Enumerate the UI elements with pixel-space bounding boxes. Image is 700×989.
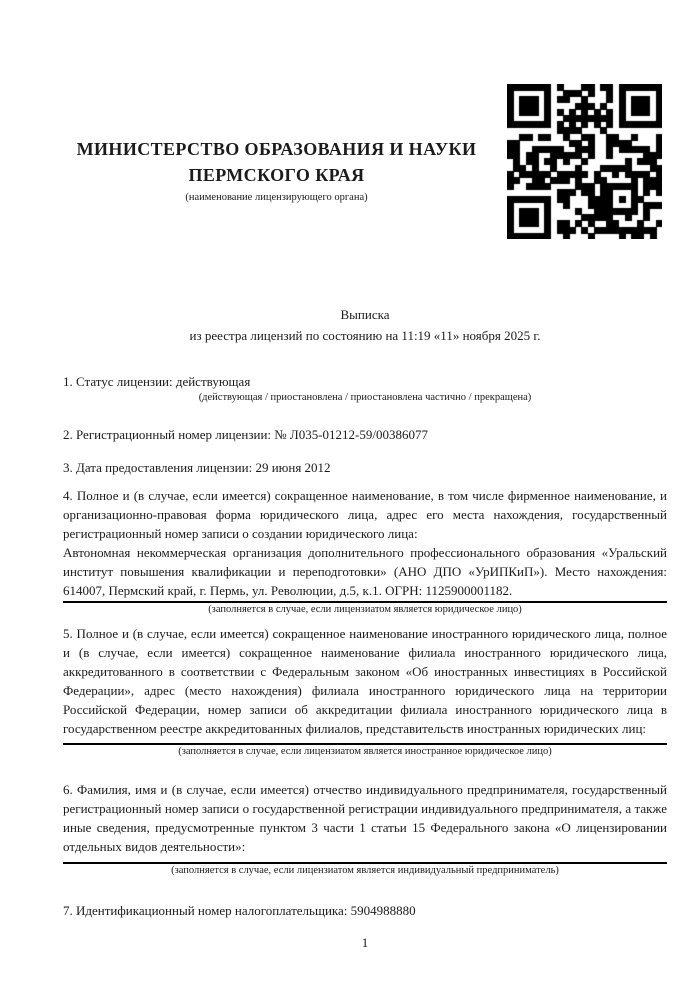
page-number: 1 [361, 935, 369, 950]
license-status-text: 1. Статус лицензии: действующая [63, 374, 251, 389]
individual-entrepreneur-caption: (заполняется в случае, если лицензиатом является индивидуальный предприниматель) [171, 865, 559, 876]
individual-entrepreneur-label: 6. Фамилия, имя и (в случае, если имеется) отчество индивидуального предпринимателя, государственный регистрационный номер записи о государственной регистрации индивидуального предпринимателя, а также иные сведения, предусмотренные пунктом 3 части 1 статьи 15 Федерального закона «О лицензировании отдельных видов деятельности»: [63, 782, 667, 854]
document-content [0, 136, 700, 952]
item-registration-number [63, 425, 667, 444]
ministry-name-line1: МИНИСТЕРСТВО ОБРАЗОВАНИЯ И НАУКИ [76, 139, 477, 159]
taxpayer-number-text: 7. Идентификационный номер налогоплательщика: 5904988880 [63, 903, 416, 918]
legal-entity-value: Автономная некоммерческая организация дополнительного профессионального образования «Уральский институт повышения квалификации и переподготовки» (АНО ДПО «УрИПКиП»). Место нахождения: 614007, Пермский край, г. Пермь, ул. Революции, д.5, к.1. ОГРН: 1125900001182. [63, 545, 667, 598]
foreign-entity-caption: (заполняется в случае, если лицензиатом является иностранное юридическое лицо) [178, 746, 552, 757]
item-foreign-entity [63, 624, 667, 758]
ministry-name-line2: ПЕРМСКОГО КРАЯ [188, 165, 365, 185]
qr-code [507, 84, 662, 239]
foreign-entity-label: 5. Полное и (в случае, если имеется) сокращенное наименование иностранного юридического лица, полное и (в случае, если имеется) сокращенное наименование филиала иностранного юридического лица, аккредитованного в соответствии с Федеральным законом «Об иностранных инвестициях в Российской Федерации», адрес (место нахождения) филиала иностранного юридического лица на территории Российской Федерации, номер записи об аккредитации филиала иностранного юридического лица в государственном реестре аккредитованных филиалов, представительств иностранных юридических лиц: [63, 626, 667, 736]
license-status-caption: (действующая / приостановлена / приостановлена частично / прекращена) [198, 392, 532, 403]
document-title-line2: из реестра лицензий по состоянию на 11:19 «11» ноября 2025 г. [189, 328, 541, 343]
registration-number-text: 2. Регистрационный номер лицензии: № Л035-01212-59/00386077 [63, 427, 429, 442]
legal-entity-label: 4. Полное и (в случае, если имеется) сокращенное наименование, в том числе фирменное наименование, и организационно-правовая форма юридического лица, адрес его места нахождения, государственный регистрационный номер записи о создании юридического лица: [63, 488, 667, 541]
legal-entity-caption: (заполняется в случае, если лицензиатом является юридическое лицо) [208, 604, 522, 615]
document-title [63, 304, 667, 346]
item-grant-date [63, 458, 667, 477]
document-title-line1: Выписка [340, 307, 390, 322]
grant-date-text: 3. Дата предоставления лицензии: 29 июня 2012 [63, 460, 331, 475]
ministry-header [72, 136, 481, 204]
item-legal-entity [63, 486, 667, 616]
ministry-caption: (наименование лицензирующего органа) [185, 192, 368, 203]
item-taxpayer-number [63, 901, 667, 920]
item-license-status [63, 372, 667, 404]
item-individual-entrepreneur [63, 780, 667, 877]
